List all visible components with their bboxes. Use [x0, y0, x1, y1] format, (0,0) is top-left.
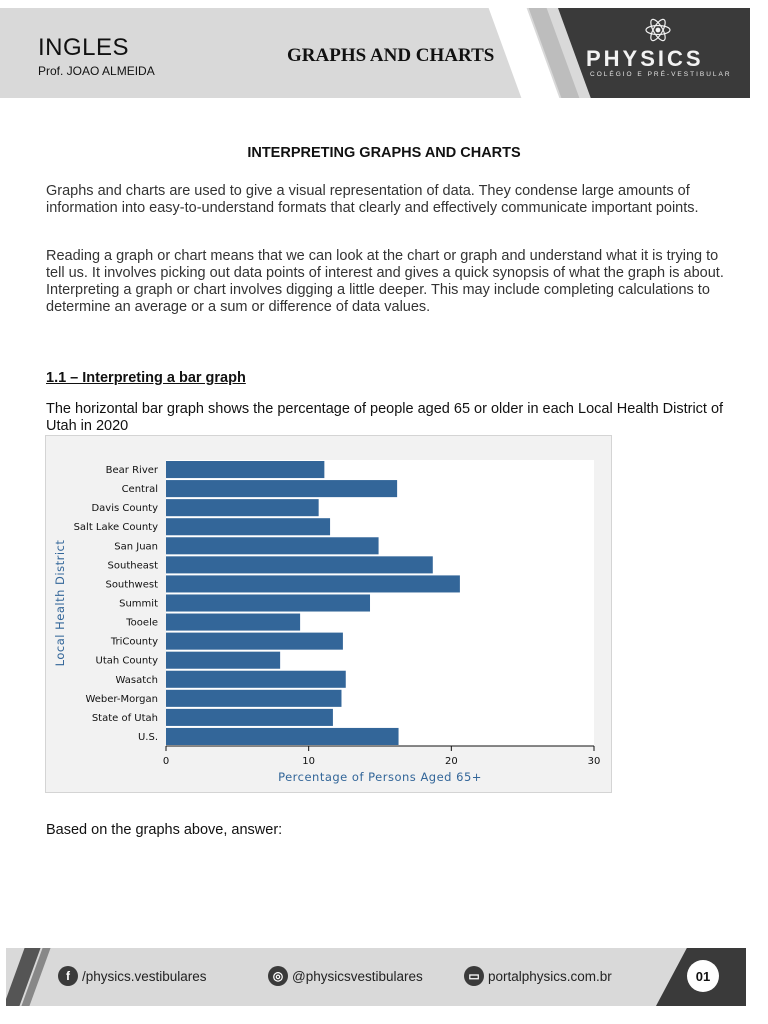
x-tick-label: 10	[302, 756, 316, 767]
category-label: Utah County	[95, 655, 158, 667]
bar	[166, 594, 370, 611]
monitor-icon: ▭	[464, 966, 484, 986]
bar	[166, 537, 379, 554]
category-label: TriCounty	[110, 636, 158, 648]
x-tick-label: 30	[587, 756, 601, 767]
category-label: San Juan	[114, 541, 158, 553]
bar	[166, 556, 433, 573]
bar	[166, 690, 341, 707]
instagram-handle: @physicsvestibulares	[292, 968, 423, 984]
document-title: INTERPRETING GRAPHS AND CHARTS	[247, 145, 521, 161]
instagram-link[interactable]	[268, 966, 423, 986]
category-label: Southwest	[105, 579, 158, 591]
bar	[166, 728, 399, 745]
bar	[166, 671, 346, 688]
brand-tagline: COLÉGIO E PRÉ-VESTIBULAR	[590, 71, 732, 78]
bar	[166, 461, 324, 478]
bar	[166, 652, 280, 669]
bar	[166, 518, 330, 535]
instagram-icon: ◎	[268, 966, 288, 986]
category-label: Summit	[119, 598, 158, 610]
x-tick-label: 0	[162, 756, 170, 767]
facebook-icon: f	[58, 966, 78, 986]
category-label: Davis County	[91, 503, 158, 515]
bar	[166, 633, 343, 650]
section-heading: 1.1 – Interpreting a bar graph	[46, 370, 246, 386]
facebook-link[interactable]	[58, 966, 207, 986]
bar	[166, 614, 300, 631]
facebook-handle: /physics.vestibulares	[82, 968, 207, 984]
x-tick-label: 20	[444, 756, 458, 767]
x-axis-label: Percentage of Persons Aged 65+	[278, 770, 482, 784]
category-label: Tooele	[126, 617, 158, 629]
category-label: Southeast	[107, 560, 158, 572]
category-label: Central	[121, 484, 158, 496]
category-label: Weber-Morgan	[85, 693, 158, 705]
intro-paragraph: Graphs and charts are used to give a visual representation of data. They condense large amounts of information into easy-to-understand formats that clearly and effectively communicate important points.	[46, 183, 699, 216]
category-label: Wasatch	[115, 674, 158, 686]
subject-title: INGLES	[38, 34, 130, 61]
website-link[interactable]	[464, 966, 612, 986]
category-label: Salt Lake County	[73, 522, 158, 534]
category-label: Bear River	[105, 465, 158, 477]
bar-chart	[46, 436, 611, 792]
category-label: State of Utah	[91, 712, 158, 724]
bar	[166, 709, 333, 726]
page-number: 01	[687, 960, 719, 992]
bar	[166, 499, 319, 516]
worksheet-title: GRAPHS AND CHARTS	[287, 45, 495, 66]
answer-prompt: Based on the graphs above, answer:	[46, 822, 283, 838]
website-url: portalphysics.com.br	[488, 968, 612, 984]
y-axis-label: Local Health District	[53, 539, 67, 667]
category-label: U.S.	[137, 731, 158, 743]
bar-chart-figure	[45, 435, 612, 793]
reading-paragraph: Reading a graph or chart means that we can look at the chart or graph and understand what it is trying to tell us. It involves picking out data points of interest and gives a quick synopsis of what the graph is about. Interpreting a graph or chart involves digging a little deeper. This may include completing calculations to determine an average or a sum or difference of data values.	[46, 248, 724, 315]
bar	[166, 480, 397, 497]
chart-description: The horizontal bar graph shows the percentage of people aged 65 or older in each Local Health District of Utah in 2020	[46, 401, 724, 434]
bar	[166, 575, 460, 592]
brand-wordmark: PHYSICS	[586, 46, 704, 71]
professor-name: Prof. JOAO ALMEIDA	[38, 64, 155, 78]
